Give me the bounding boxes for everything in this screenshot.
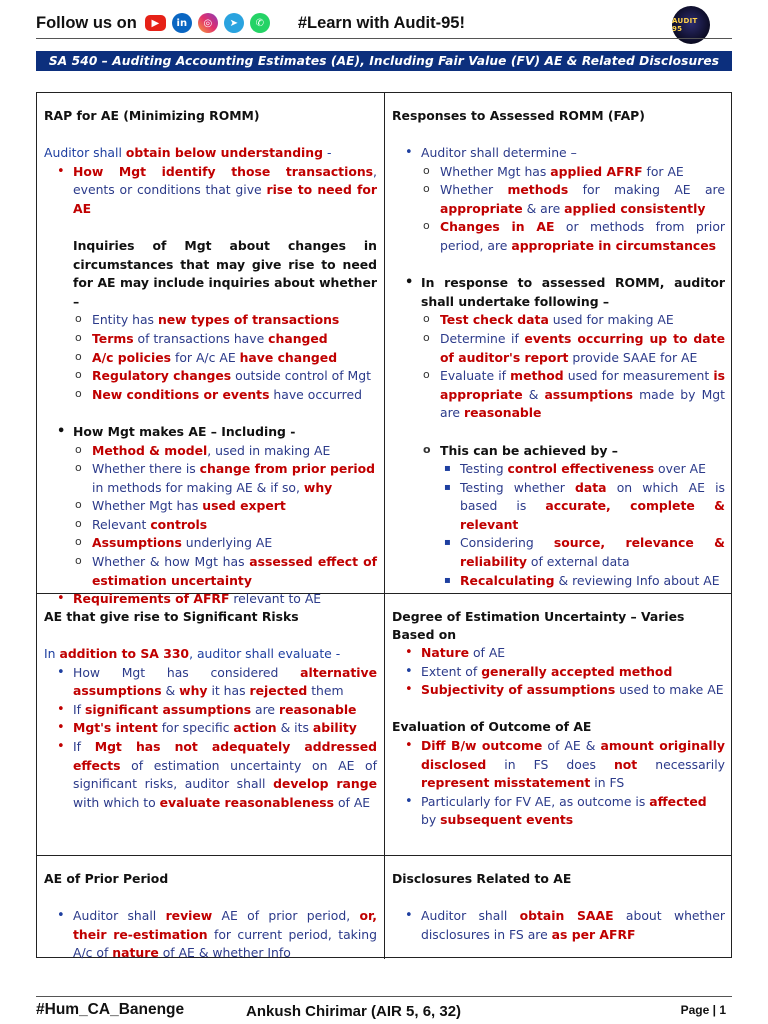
telegram-icon[interactable]: ➤ bbox=[224, 13, 244, 33]
tagline: #Learn with Audit-95! bbox=[297, 13, 465, 32]
list-item: o New conditions or events have occurred bbox=[73, 386, 377, 405]
list-item: ▪ Recalculating & reviewing Info about AE bbox=[440, 572, 725, 591]
prior-period-heading: AE of Prior Period bbox=[44, 871, 169, 886]
list-item: ▪ Considering source, relevance & reliability of external data bbox=[440, 534, 725, 571]
youtube-icon[interactable]: ▶ bbox=[145, 15, 166, 31]
list-item: o Relevant controls bbox=[73, 516, 377, 535]
list-item: o Whether there is change from prior period in methods for making AE & if so, why bbox=[73, 460, 377, 497]
list-item: • If Mgt has not adequately addressed effects of estimation uncertainty on AE of significant risks, auditor shall develop range with which to evaluate reasonableness of AE bbox=[44, 738, 377, 812]
list-item: o Whether methods for making AE are appropriate & are applied consistently bbox=[421, 181, 725, 218]
list-item: ▪ Testing control effectiveness over AE bbox=[440, 460, 725, 479]
list-item: • Mgt's intent for specific action & its ability bbox=[44, 719, 377, 738]
prior-period-section bbox=[37, 856, 385, 959]
list-item: o Terms of transactions have changed bbox=[73, 330, 377, 349]
footer-author: Ankush Chirimar (AIR 5, 6, 32) bbox=[246, 1003, 462, 1020]
list-item: o Determine if events occurring up to date of auditor's report provide SAAE for AE bbox=[421, 330, 725, 367]
footer bbox=[36, 1001, 732, 1021]
list-item: • Extent of generally accepted method bbox=[392, 663, 725, 682]
significant-intro: In addition to SA 330, auditor shall evaluate - bbox=[44, 646, 341, 661]
list-item: o Entity has new types of transactions bbox=[73, 311, 377, 330]
list-item: • How Mgt makes AE – Including - bbox=[44, 423, 377, 442]
page-number: Page | 1 bbox=[680, 1003, 726, 1017]
significant-risks-heading: AE that give rise to Significant Risks bbox=[44, 609, 299, 624]
list-item: • Requirements of AFRF relevant to AE bbox=[44, 590, 377, 609]
list-item: o This can be achieved by – bbox=[421, 442, 725, 461]
page-title: SA 540 – Auditing Accounting Estimates (AE), Including Fair Value (FV) AE & Related Disclosures bbox=[36, 51, 732, 71]
social-links bbox=[145, 13, 270, 33]
list-item: • Auditor shall determine – bbox=[392, 144, 725, 163]
rap-section bbox=[37, 93, 385, 607]
header-divider bbox=[36, 38, 732, 39]
list-item: • Nature of AE bbox=[392, 644, 725, 663]
whatsapp-icon[interactable]: ✆ bbox=[250, 13, 270, 33]
list-item: • Auditor shall obtain SAAE about whether disclosures in FS are as per AFRF bbox=[392, 907, 725, 944]
list-item: o Whether & how Mgt has assessed effect of estimation uncertainty bbox=[73, 553, 377, 590]
estimation-uncertainty-section bbox=[385, 594, 732, 856]
list-item: • In response to assessed ROMM, auditor shall undertake following – bbox=[392, 274, 725, 311]
list-item: o Method & model, used in making AE bbox=[73, 442, 377, 461]
list-item: • If significant assumptions are reasonable bbox=[44, 701, 377, 720]
logo-text: AUDIT 95 bbox=[672, 17, 698, 33]
uncertainty-heading: Degree of Estimation Uncertainty – Varies Based on bbox=[392, 609, 685, 642]
footer-divider bbox=[36, 996, 732, 997]
evaluation-heading: Evaluation of Outcome of AE bbox=[392, 719, 592, 735]
footer-hashtag: #Hum_CA_Banenge bbox=[36, 1001, 185, 1018]
instagram-icon[interactable]: ◎ bbox=[198, 13, 218, 33]
list-item: • Particularly for FV AE, as outcome is affected by subsequent events bbox=[392, 793, 725, 830]
list-item: o Whether Mgt has applied AFRF for AE bbox=[421, 163, 725, 182]
list-item: o Test check data used for making AE bbox=[421, 311, 725, 330]
list-item: o Changes in AE or methods from prior period, are appropriate in circumstances bbox=[421, 218, 725, 255]
list-item: • Auditor shall review AE of prior period, or, their re-estimation for current period, taking A/c of nature of AE & whether Info bbox=[44, 907, 377, 963]
list-item: o A/c policies for A/c AE have changed bbox=[73, 349, 377, 368]
significant-risks-section bbox=[37, 594, 385, 856]
rap-heading: RAP for AE (Minimizing ROMM) bbox=[44, 108, 260, 123]
list-item: • How Mgt has considered alternative assumptions & why it has rejected them bbox=[44, 664, 377, 701]
top-bar bbox=[36, 8, 732, 38]
list-item: o Regulatory changes outside control of Mgt bbox=[73, 367, 377, 386]
list-item: ▪ Testing whether data on which AE is based is accurate, complete & relevant bbox=[440, 479, 725, 535]
inquiries-text: Inquiries of Mgt about changes in circumstances that may give rise to need for AE may include inquiries about whether – bbox=[73, 237, 377, 309]
disclosures-section bbox=[385, 856, 732, 959]
content-grid bbox=[36, 92, 732, 961]
linkedin-icon[interactable]: in bbox=[172, 13, 192, 33]
list-item: • Subjectivity of assumptions used to make AE bbox=[392, 681, 725, 700]
rap-intro: Auditor shall obtain below understanding - bbox=[44, 145, 332, 160]
responses-section bbox=[385, 93, 732, 594]
list-item: o Assumptions underlying AE bbox=[73, 534, 377, 553]
responses-heading: Responses to Assessed ROMM (FAP) bbox=[392, 108, 645, 123]
list-item: • How Mgt identify those transactions, events or conditions that give rise to need for AE bbox=[44, 163, 377, 219]
follow-label: Follow us on bbox=[36, 13, 137, 32]
disclosures-heading: Disclosures Related to AE bbox=[392, 871, 572, 886]
list-item: o Whether Mgt has used expert bbox=[73, 497, 377, 516]
list-item: o Evaluate if method used for measurement is appropriate & assumptions made by Mgt are reasonable bbox=[421, 367, 725, 423]
list-item: • Diff B/w outcome of AE & amount originally disclosed in FS does not necessarily represent misstatement in FS bbox=[392, 737, 725, 793]
